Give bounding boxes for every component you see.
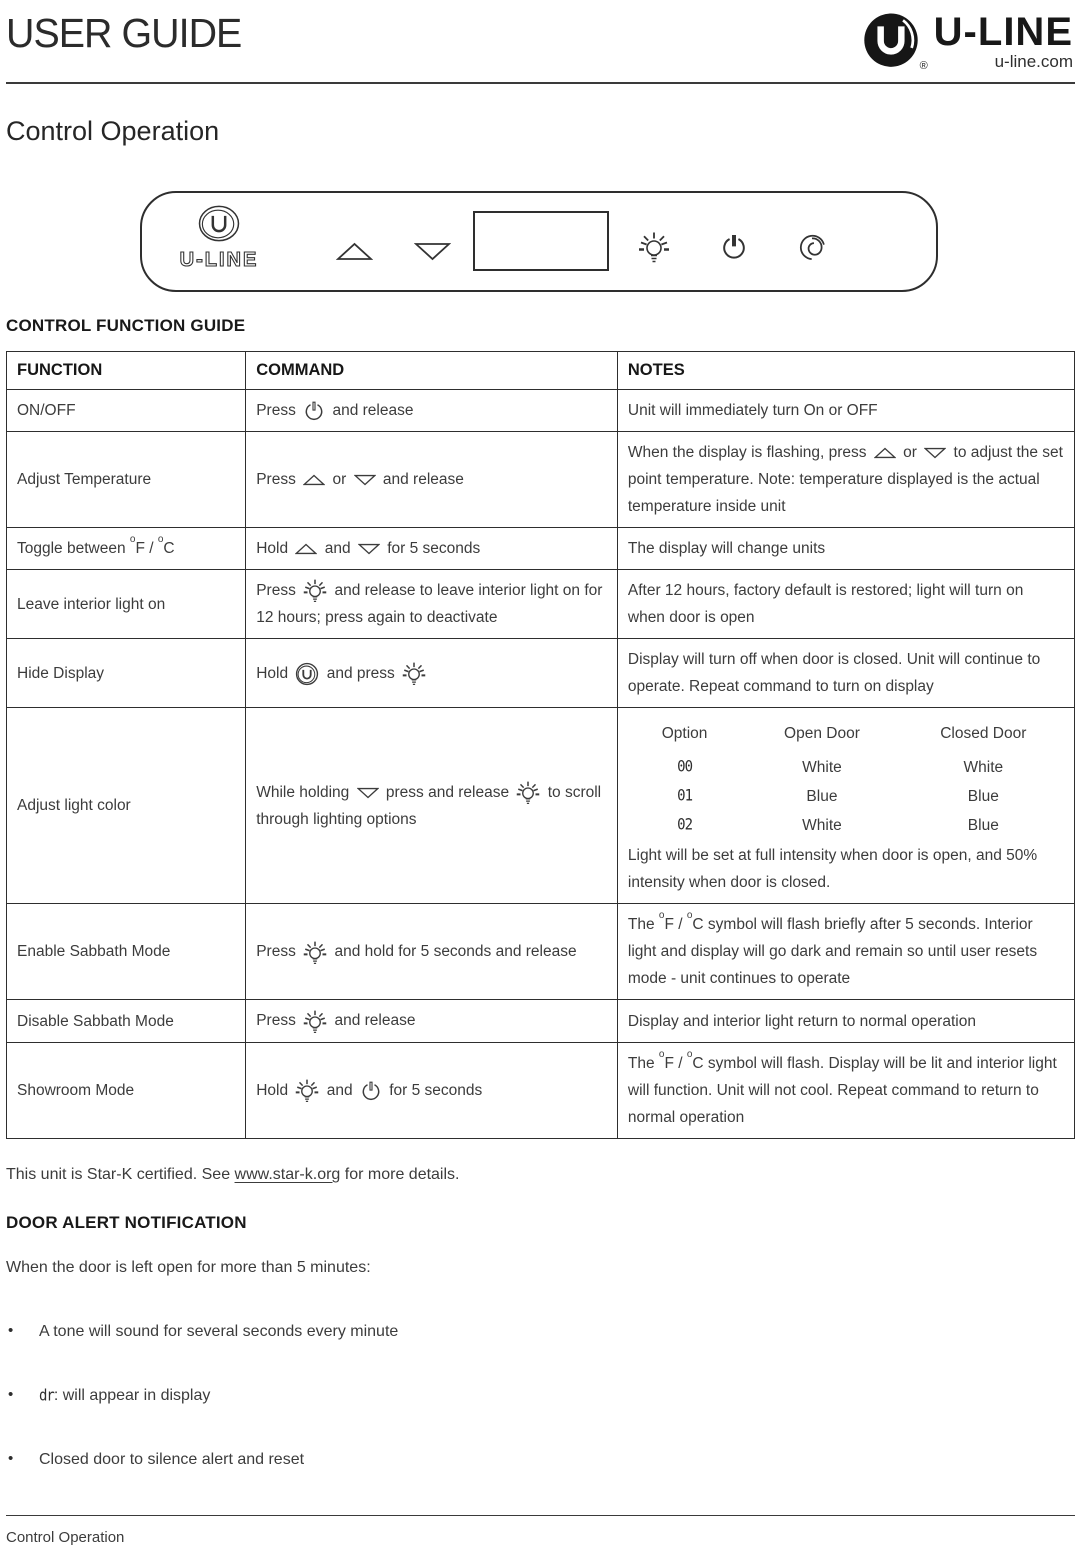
- light-icon: [303, 939, 327, 966]
- light-option-cell: Blue: [806, 787, 838, 805]
- command-cell: Press and release: [246, 1000, 618, 1042]
- command-cell: Hold and for 5 seconds: [246, 1042, 618, 1138]
- bullet-text: Closed door to silence alert and reset: [39, 1450, 305, 1468]
- light-icon: [402, 660, 426, 687]
- down-icon: [357, 787, 379, 799]
- footer-label: Control Operation: [6, 1528, 125, 1546]
- star-k-note: [6, 1166, 1075, 1184]
- table-row: [7, 904, 1075, 1000]
- down-icon: [358, 543, 380, 555]
- segment-display-text: dr: [39, 1386, 54, 1405]
- light-icon: [303, 1008, 327, 1035]
- door-alert-list: [6, 1323, 1075, 1515]
- bullet-text: dr: will appear in display: [39, 1386, 211, 1405]
- notes-cell: Unit will immediately turn On or OFF: [617, 390, 1074, 432]
- table-row: [7, 432, 1075, 528]
- door-alert-intro: When the door is left open for more than 5 minutes:: [6, 1258, 371, 1276]
- up-icon: [295, 543, 317, 555]
- panel-brand-label: U-LINE: [179, 249, 259, 271]
- page-footer: [6, 1515, 1075, 1546]
- column-header-command: COMMAND: [246, 352, 618, 390]
- table-row: [7, 708, 1075, 904]
- function-cell: Adjust Temperature: [7, 432, 246, 528]
- notes-cell: The $^o$F / $^o$C symbol will flash. Display will be lit and interior light will function. Unit will not cool. Repeat command to return to normal operation: [617, 1042, 1074, 1138]
- panel-uline-logo: [158, 205, 280, 272]
- segment-display-text: 00: [677, 758, 692, 777]
- notes-cell: Display will turn off when door is closed. Unit will continue to operate. Repeat command to turn on display: [617, 639, 1074, 708]
- light-option-cell: Blue: [967, 787, 999, 805]
- bullet-marker: •: [8, 1321, 14, 1339]
- function-cell: ON/OFF: [7, 390, 246, 432]
- table-header-row: [7, 352, 1075, 390]
- brand-website: u-line.com: [994, 52, 1073, 71]
- control-function-table: [6, 351, 1075, 1139]
- down-icon: [924, 447, 946, 459]
- star-k-text-after: for more details.: [340, 1165, 460, 1183]
- temperature-display: [473, 211, 609, 271]
- star-k-text: This unit is Star-K certified. See: [6, 1165, 235, 1183]
- down-icon: [354, 474, 376, 486]
- command-cell: Press and release: [246, 390, 618, 432]
- power-icon: [303, 400, 325, 422]
- light-option-header: Open Door: [784, 725, 860, 743]
- temp-down-icon: [414, 242, 451, 261]
- bullet-item: [6, 1323, 1075, 1341]
- table-row: [7, 528, 1075, 570]
- segment-display-text: 02: [677, 816, 692, 835]
- light-option-cell: [628, 782, 741, 811]
- light-intensity-note: Light will be set at full intensity when door is open, and 50% intensity when door is closed.: [627, 847, 1038, 892]
- light-option-row: [628, 782, 1064, 811]
- light-option-cell: [628, 811, 741, 840]
- function-cell: Enable Sabbath Mode: [7, 904, 246, 1000]
- function-cell: Showroom Mode: [7, 1042, 246, 1138]
- notes-cell: [617, 708, 1074, 904]
- bullet-text: A tone will sound for several seconds every minute: [39, 1322, 399, 1340]
- light-option-header: Option: [661, 725, 708, 743]
- table-row: [7, 1042, 1075, 1138]
- light-option-cell: White: [802, 758, 842, 776]
- door-alert-title: DOOR ALERT NOTIFICATION: [6, 1212, 247, 1232]
- command-cell: Press or and release: [246, 432, 618, 528]
- function-cell: Adjust light color: [7, 708, 246, 904]
- light-icon: [516, 779, 540, 806]
- uline-oval-logo-icon: [197, 205, 241, 243]
- light-option-row: [628, 753, 1064, 782]
- power-icon: [360, 1080, 382, 1102]
- bullet-item: [6, 1451, 1075, 1469]
- light-option-cell: Blue: [967, 816, 999, 834]
- light-icon: [638, 229, 670, 265]
- command-cell: Press and release to leave interior light on for 12 hours; press again to deactivate: [246, 570, 618, 639]
- function-cell: Disable Sabbath Mode: [7, 1000, 246, 1042]
- sabbath-swirl-icon: [798, 233, 827, 262]
- notes-cell: When the display is flashing, press or to adjust the set point temperature. Note: temperature displayed is the actual temperature inside unit: [617, 432, 1074, 528]
- bullet-marker: •: [8, 1385, 14, 1403]
- command-cell: Hold and press: [246, 639, 618, 708]
- up-icon: [874, 447, 896, 459]
- column-header-notes: NOTES: [617, 352, 1074, 390]
- light-option-cell: [628, 753, 741, 782]
- table-row: [7, 390, 1075, 432]
- bullet-marker: •: [8, 1449, 14, 1467]
- section-title: CONTROL FUNCTION GUIDE: [6, 316, 246, 335]
- table-row: [7, 1000, 1075, 1042]
- temp-up-icon: [336, 242, 373, 261]
- function-cell: Toggle between $^o$F / $^o$C: [7, 528, 246, 570]
- up-icon: [303, 474, 325, 486]
- registered-mark: ®: [919, 60, 928, 72]
- notes-cell: Display and interior light return to normal operation: [617, 1000, 1074, 1042]
- header-divider: [6, 82, 1075, 84]
- uline-logo-icon: [860, 10, 928, 76]
- light-options-table: [628, 715, 1064, 840]
- table-row: [7, 570, 1075, 639]
- page-header: [6, 6, 1075, 76]
- function-cell: Leave interior light on: [7, 570, 246, 639]
- page-title: Control Operation: [6, 116, 220, 146]
- command-cell: Hold and for 5 seconds: [246, 528, 618, 570]
- command-cell: While holding press and release to scroll through lighting options: [246, 708, 618, 904]
- star-k-link[interactable]: www.star-k.org: [234, 1165, 341, 1183]
- brand-text: [934, 10, 1073, 72]
- control-panel-diagram: [140, 191, 938, 292]
- bullet-item: [6, 1387, 1075, 1405]
- notes-cell: The display will change units: [617, 528, 1074, 570]
- function-cell: Hide Display: [7, 639, 246, 708]
- light-icon: [303, 577, 327, 604]
- command-cell: Press and hold for 5 seconds and release: [246, 904, 618, 1000]
- table-row: [7, 639, 1075, 708]
- light-option-cell: White: [963, 758, 1004, 776]
- doc-title: USER GUIDE: [6, 10, 242, 56]
- light-option-header: Closed Door: [940, 725, 1027, 743]
- light-option-cell: White: [802, 816, 842, 834]
- column-header-function: FUNCTION: [7, 352, 246, 390]
- light-icon: [295, 1077, 319, 1104]
- light-option-row: [628, 811, 1064, 840]
- power-icon: [720, 233, 748, 261]
- notes-cell: The $^o$F / $^o$C symbol will flash briefly after 5 seconds. Interior light and display will go dark and remain so until user resets mode - unit continues to operate: [617, 904, 1074, 1000]
- brand-name: U-LINE: [933, 10, 1073, 54]
- brand-block: [860, 10, 1073, 76]
- notes-cell: After 12 hours, factory default is restored; light will turn on when door is open: [617, 570, 1074, 639]
- u-icon: [295, 662, 319, 686]
- segment-display-text: 01: [677, 787, 692, 806]
